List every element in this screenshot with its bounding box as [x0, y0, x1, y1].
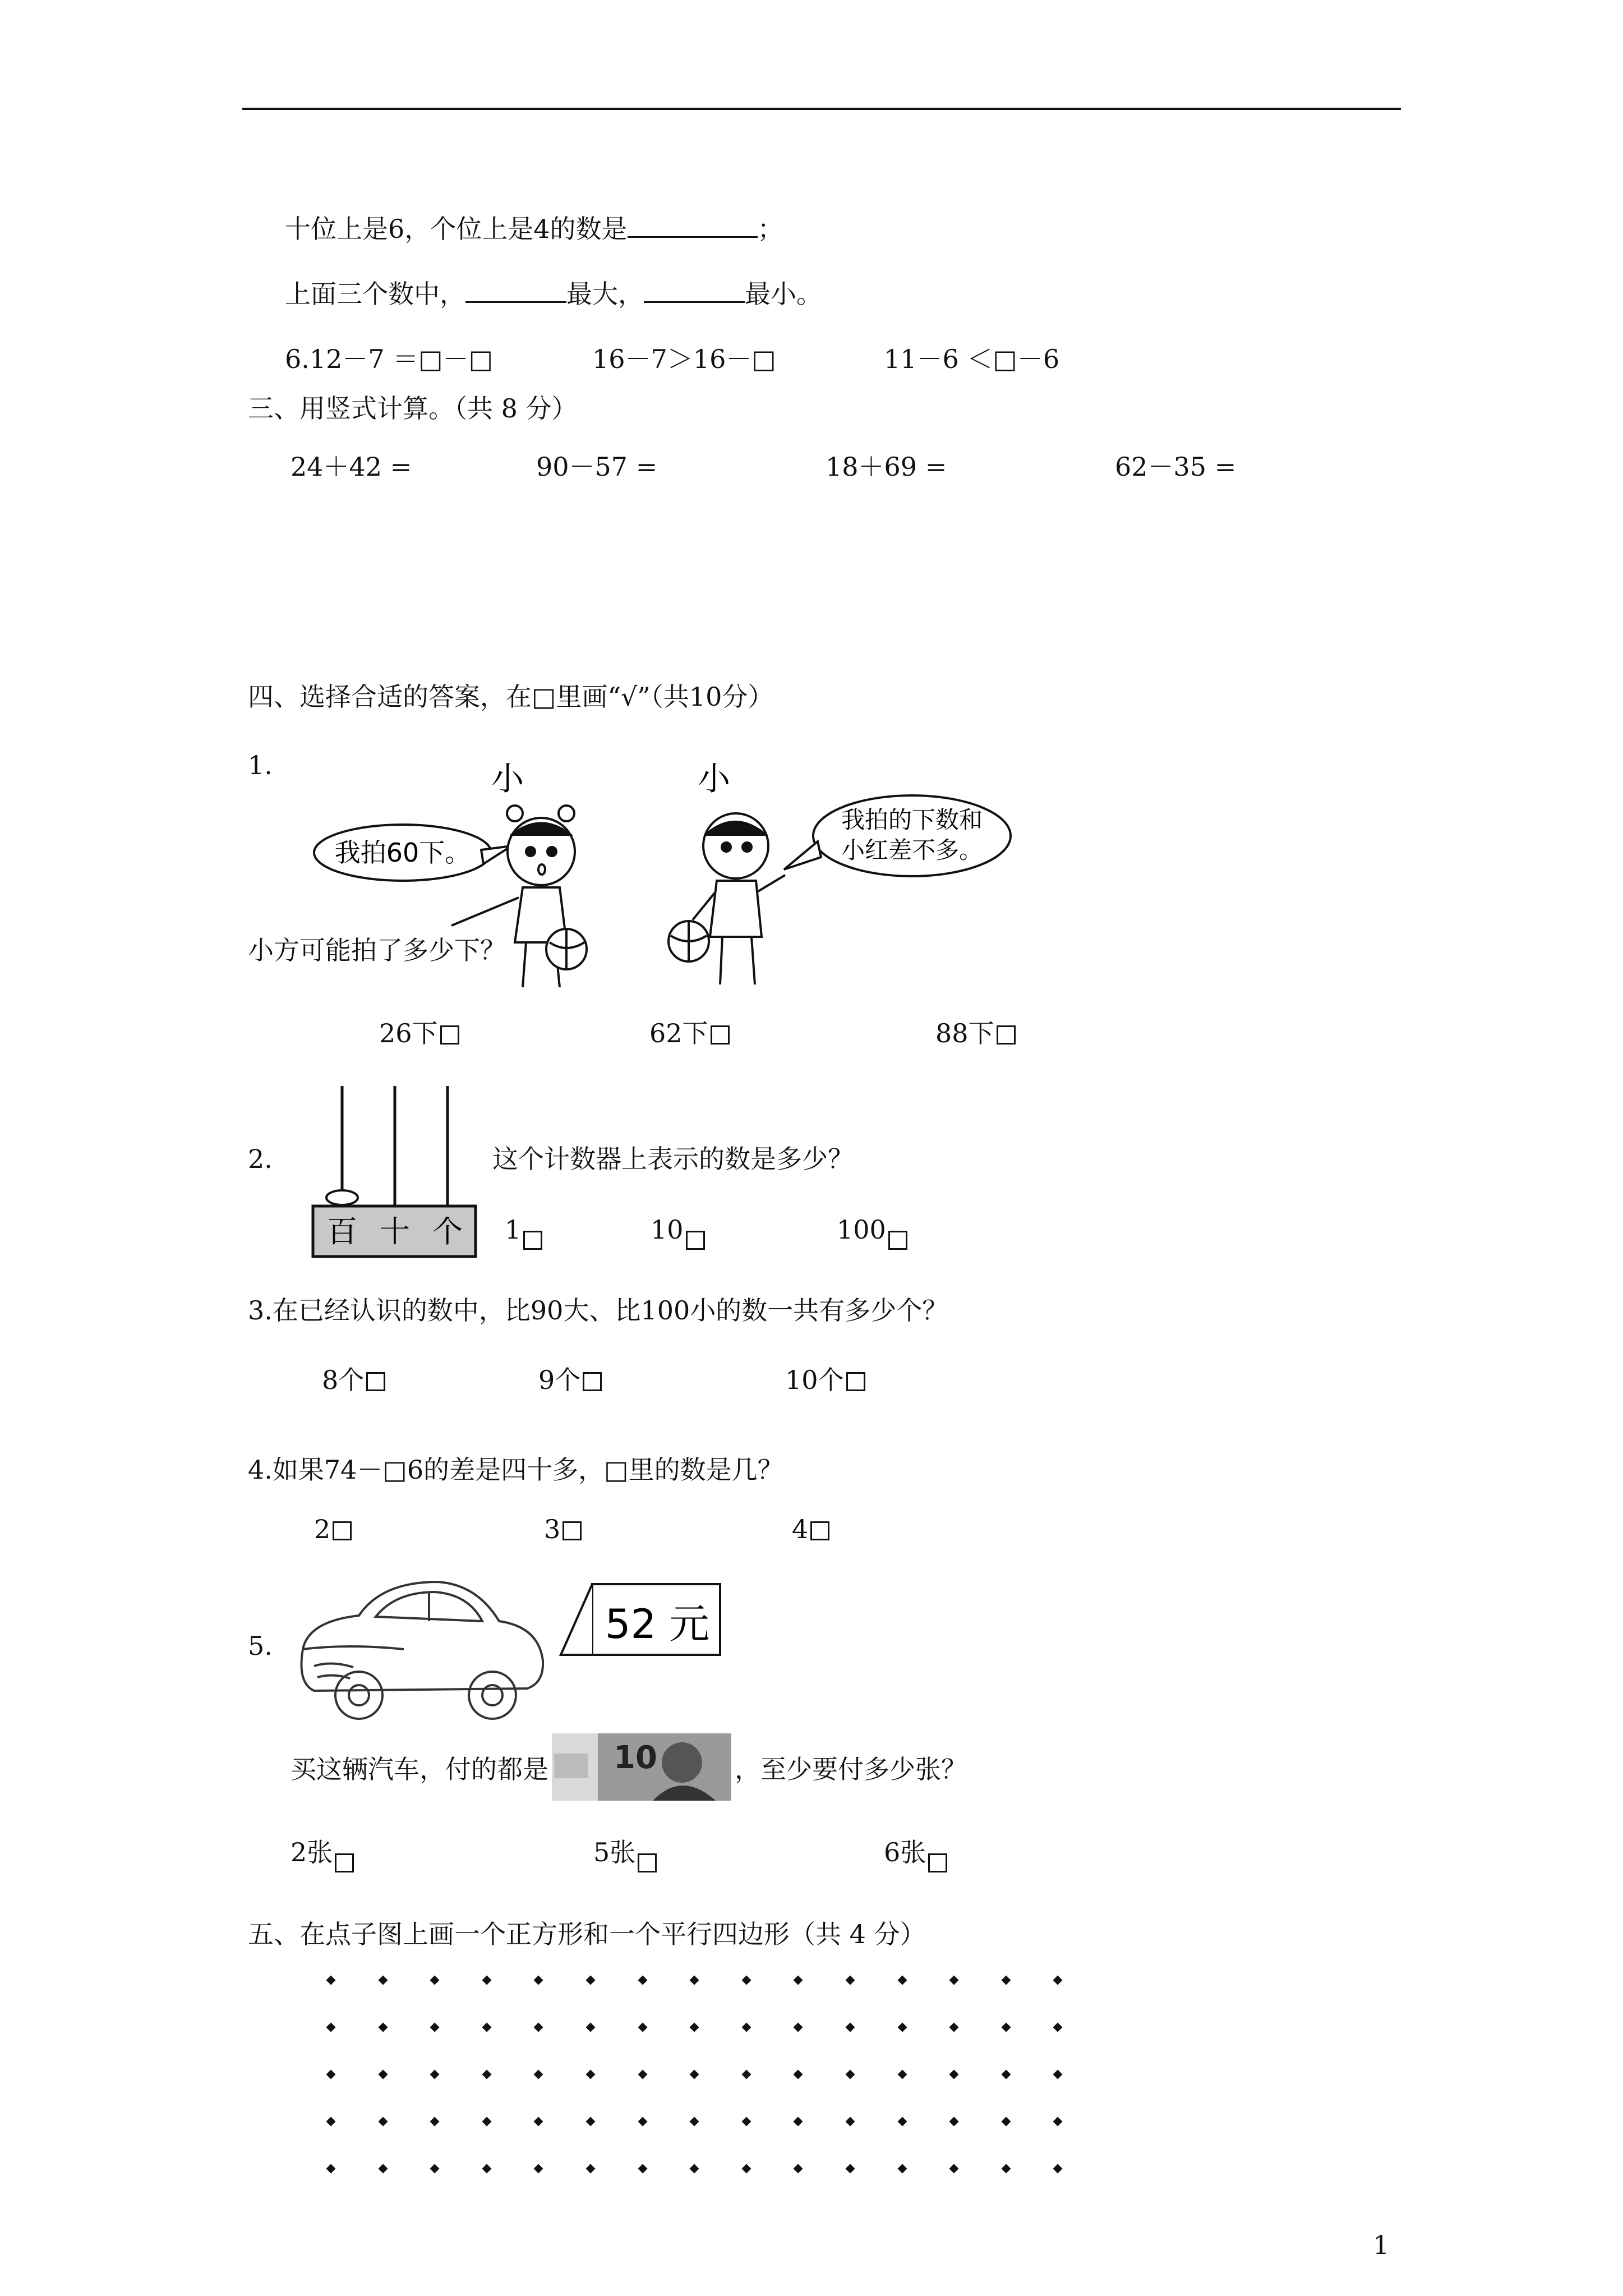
option-1a [379, 1016, 459, 1050]
grid-dot[interactable] [1053, 1976, 1063, 1985]
option-4b [544, 1512, 582, 1546]
grid-dot[interactable] [638, 2164, 647, 2174]
grid-dot[interactable] [1053, 2070, 1063, 2079]
grid-dot[interactable] [378, 2070, 388, 2079]
grid-dot[interactable] [534, 1976, 543, 1985]
boy-speech-line-2: 小红差不多。 [841, 836, 983, 864]
grid-dot[interactable] [586, 2164, 596, 2174]
fill-line-compare [285, 277, 822, 311]
answer-checkbox[interactable] [335, 1853, 354, 1872]
answer-checkbox[interactable] [888, 1231, 907, 1250]
answer-checkbox[interactable] [638, 1853, 657, 1872]
option-label: 100 [837, 1214, 886, 1245]
grid-dot[interactable] [846, 1976, 855, 1985]
grid-dot[interactable] [430, 2117, 440, 2127]
grid-dot[interactable] [1053, 2023, 1063, 2032]
grid-dot[interactable] [1053, 2117, 1063, 2127]
fill-text: ； [757, 214, 783, 244]
grid-dot[interactable] [326, 2070, 336, 2079]
grid-dot[interactable] [326, 2117, 336, 2127]
grid-dot[interactable] [1001, 2023, 1011, 2032]
grid-dot[interactable] [690, 2070, 699, 2079]
calc-problem: 24＋42 = [291, 452, 412, 482]
grid-dot[interactable] [846, 2023, 855, 2032]
banknote-icon [552, 1733, 731, 1801]
answer-checkbox[interactable] [583, 1372, 602, 1391]
question-5-text [291, 1733, 967, 1801]
grid-dot[interactable] [430, 2070, 440, 2079]
car-icon [292, 1565, 550, 1728]
grid-dot[interactable] [482, 2117, 491, 2127]
option-5c [884, 1835, 947, 1872]
inequality-1: 6.12－7 ＝□－□ [285, 344, 494, 374]
grid-dot[interactable] [794, 2164, 803, 2174]
boy-speech-line-1: 我拍的下数和 [841, 806, 983, 834]
option-label: 4 [792, 1514, 809, 1544]
grid-dot[interactable] [378, 1976, 388, 1985]
option-3a [322, 1363, 385, 1397]
grid-dot[interactable] [794, 2023, 803, 2032]
grid-dot[interactable] [741, 1976, 751, 1985]
grid-dot[interactable] [846, 2070, 855, 2079]
option-label: 2张 [291, 1837, 333, 1867]
option-5b [593, 1835, 657, 1872]
option-2c [837, 1213, 907, 1250]
answer-checkbox[interactable] [846, 1372, 865, 1391]
price-tag [559, 1581, 727, 1665]
option-1b [649, 1016, 730, 1050]
girl-speech-text: 我拍60下。 [334, 838, 471, 868]
calc-problem: 90－57 = [536, 452, 658, 482]
grid-dot[interactable] [690, 2117, 699, 2127]
fill-text: 十位上是6，个位上是4的数是 [285, 214, 628, 244]
grid-dot[interactable] [482, 2164, 491, 2174]
grid-dot[interactable] [378, 2023, 388, 2032]
boy-name-tag: 小 [698, 760, 731, 798]
question-2-text: 这个计数器上表示的数是多少？ [492, 1144, 854, 1174]
inequality-2: 16－7＞16－□ [592, 344, 776, 374]
answer-checkbox[interactable] [928, 1853, 947, 1872]
grid-dot[interactable] [534, 2023, 543, 2032]
grid-dot[interactable] [897, 1976, 907, 1985]
grid-dot[interactable] [846, 2117, 855, 2127]
question-4-text: 4.如果74－□6的差是四十多，□里的数是几？ [248, 1455, 783, 1485]
grid-dot[interactable] [1001, 1976, 1011, 1985]
option-label: 10个 [785, 1365, 844, 1395]
abacus-label-hundreds: 百 [327, 1214, 357, 1249]
header-rule [242, 108, 1401, 110]
grid-dot[interactable] [846, 2164, 855, 2174]
calc-problem: 62－35 = [1115, 452, 1237, 482]
grid-dot[interactable] [690, 2164, 699, 2174]
grid-dot[interactable] [794, 1976, 803, 1985]
section-3-title: 三、用竖式计算。（共 8 分） [248, 393, 578, 424]
grid-dot[interactable] [326, 2023, 336, 2032]
grid-dot[interactable] [586, 2023, 596, 2032]
option-2b [651, 1213, 705, 1250]
grid-dot[interactable] [897, 2070, 907, 2079]
grid-dot[interactable] [586, 2117, 596, 2127]
option-2a [505, 1213, 542, 1250]
option-5a [291, 1835, 354, 1872]
grid-dot[interactable] [1001, 2070, 1011, 2079]
answer-checkbox[interactable] [997, 1025, 1016, 1045]
grid-dot[interactable] [534, 2117, 543, 2127]
option-label: 1 [505, 1214, 522, 1245]
grid-dot[interactable] [482, 2070, 491, 2079]
question-1-text: 小方可能拍了多少下？ [248, 935, 506, 965]
question-number: 5. [248, 1631, 273, 1661]
grid-dot[interactable] [1001, 2164, 1011, 2174]
answer-checkbox[interactable] [440, 1025, 459, 1045]
grid-dot[interactable] [430, 2023, 440, 2032]
toy-car-illustration [292, 1565, 550, 1728]
grid-dot[interactable] [897, 2117, 907, 2127]
section-4-title: 四、选择合适的答案，在□里画“√”（共10分） [248, 682, 774, 712]
boy-figure [668, 813, 785, 984]
fill-text: 上面三个数中， [285, 279, 465, 309]
banknote-value: 10 [614, 1740, 657, 1776]
question-5-text-before: 买这辆汽车，付的都是 [291, 1754, 548, 1784]
grid-dot[interactable] [794, 2070, 803, 2079]
grid-dot[interactable] [690, 2023, 699, 2032]
grid-dot[interactable] [741, 2070, 751, 2079]
option-label: 9个 [538, 1365, 581, 1395]
grid-dot[interactable] [949, 2164, 959, 2174]
girl-name-tag: 小 [491, 760, 524, 798]
inequality-3: 11－6 ＜□－6 [884, 344, 1060, 374]
fill-text: 最大， [566, 279, 644, 309]
option-label: 2 [314, 1514, 331, 1544]
answer-checkbox[interactable] [711, 1025, 730, 1045]
grid-dot[interactable] [690, 1976, 699, 1985]
abacus-counter-illustration [307, 1082, 487, 1261]
option-label: 62下 [649, 1018, 708, 1048]
grid-dot[interactable] [326, 2164, 336, 2174]
grid-dot[interactable] [430, 2164, 440, 2174]
grid-dot[interactable] [482, 2023, 491, 2032]
grid-dot[interactable] [378, 2164, 388, 2174]
grid-dot[interactable] [638, 1976, 647, 1985]
grid-dot[interactable] [430, 1976, 440, 1985]
option-4a [314, 1512, 352, 1546]
option-3c [785, 1363, 865, 1397]
banknote-image [552, 1733, 731, 1801]
price-tag-text: 52 元 [605, 1600, 710, 1648]
grid-dot[interactable] [949, 1976, 959, 1985]
answer-checkbox[interactable] [810, 1521, 829, 1540]
question-3-text: 3.在已经认识的数中，比90大、比100小的数一共有多少个？ [248, 1295, 948, 1326]
grid-dot[interactable] [586, 2070, 596, 2079]
option-3b [538, 1363, 602, 1397]
question-number: 1. [248, 750, 273, 780]
option-4c [792, 1512, 829, 1546]
fill-text: 最小。 [745, 279, 822, 309]
page-number: 1 [1373, 2230, 1390, 2260]
grid-dot[interactable] [794, 2117, 803, 2127]
grid-dot[interactable] [949, 2070, 959, 2079]
grid-dot[interactable] [741, 2164, 751, 2174]
grid-dot[interactable] [378, 2117, 388, 2127]
option-1c [935, 1016, 1016, 1050]
dot-grid[interactable] [331, 1980, 1077, 2193]
fill-line-digits [285, 212, 783, 246]
answer-checkbox[interactable] [366, 1372, 385, 1391]
option-label: 3 [544, 1514, 561, 1544]
grid-dot[interactable] [586, 1976, 596, 1985]
grid-dot[interactable] [326, 1976, 336, 1985]
calc-problem: 18＋69 = [826, 452, 947, 482]
children-bouncing-balls-illustration [303, 757, 1032, 1004]
option-label: 88下 [935, 1018, 994, 1048]
kids-picture [303, 757, 1032, 1004]
grid-dot[interactable] [897, 2023, 907, 2032]
question-5-text-after: ，至少要付多少张？ [735, 1754, 967, 1784]
answer-blank[interactable] [628, 214, 758, 238]
answer-checkbox[interactable] [333, 1521, 352, 1540]
abacus-bead [326, 1190, 358, 1205]
section-5-title: 五、在点子图上画一个正方形和一个平行四边形（共 4 分） [248, 1919, 926, 1949]
grid-dot[interactable] [638, 2023, 647, 2032]
grid-dot[interactable] [638, 2070, 647, 2079]
answer-blank[interactable] [644, 279, 745, 303]
grid-dot[interactable] [897, 2164, 907, 2174]
answer-checkbox[interactable] [686, 1231, 705, 1250]
grid-dot[interactable] [741, 2023, 751, 2032]
grid-dot[interactable] [482, 1976, 491, 1985]
grid-dot[interactable] [949, 2023, 959, 2032]
answer-checkbox[interactable] [562, 1521, 582, 1540]
grid-dot[interactable] [741, 2117, 751, 2127]
answer-blank[interactable] [465, 279, 566, 303]
price-tag-shape [559, 1581, 727, 1665]
grid-dot[interactable] [1053, 2164, 1063, 2174]
abacus-label-ones: 个 [432, 1214, 463, 1249]
option-label: 5张 [593, 1837, 636, 1867]
question-number: 2. [248, 1144, 273, 1174]
grid-dot[interactable] [534, 2070, 543, 2079]
option-label: 6张 [884, 1837, 926, 1867]
option-label: 8个 [322, 1365, 365, 1395]
grid-dot[interactable] [534, 2164, 543, 2174]
abacus-label-tens: 十 [380, 1214, 410, 1249]
grid-dot[interactable] [1001, 2117, 1011, 2127]
option-label: 10 [651, 1214, 684, 1245]
grid-dot[interactable] [949, 2117, 959, 2127]
abacus-picture [307, 1082, 487, 1261]
answer-checkbox[interactable] [523, 1231, 542, 1250]
option-label: 26下 [379, 1018, 438, 1048]
grid-dot[interactable] [638, 2117, 647, 2127]
